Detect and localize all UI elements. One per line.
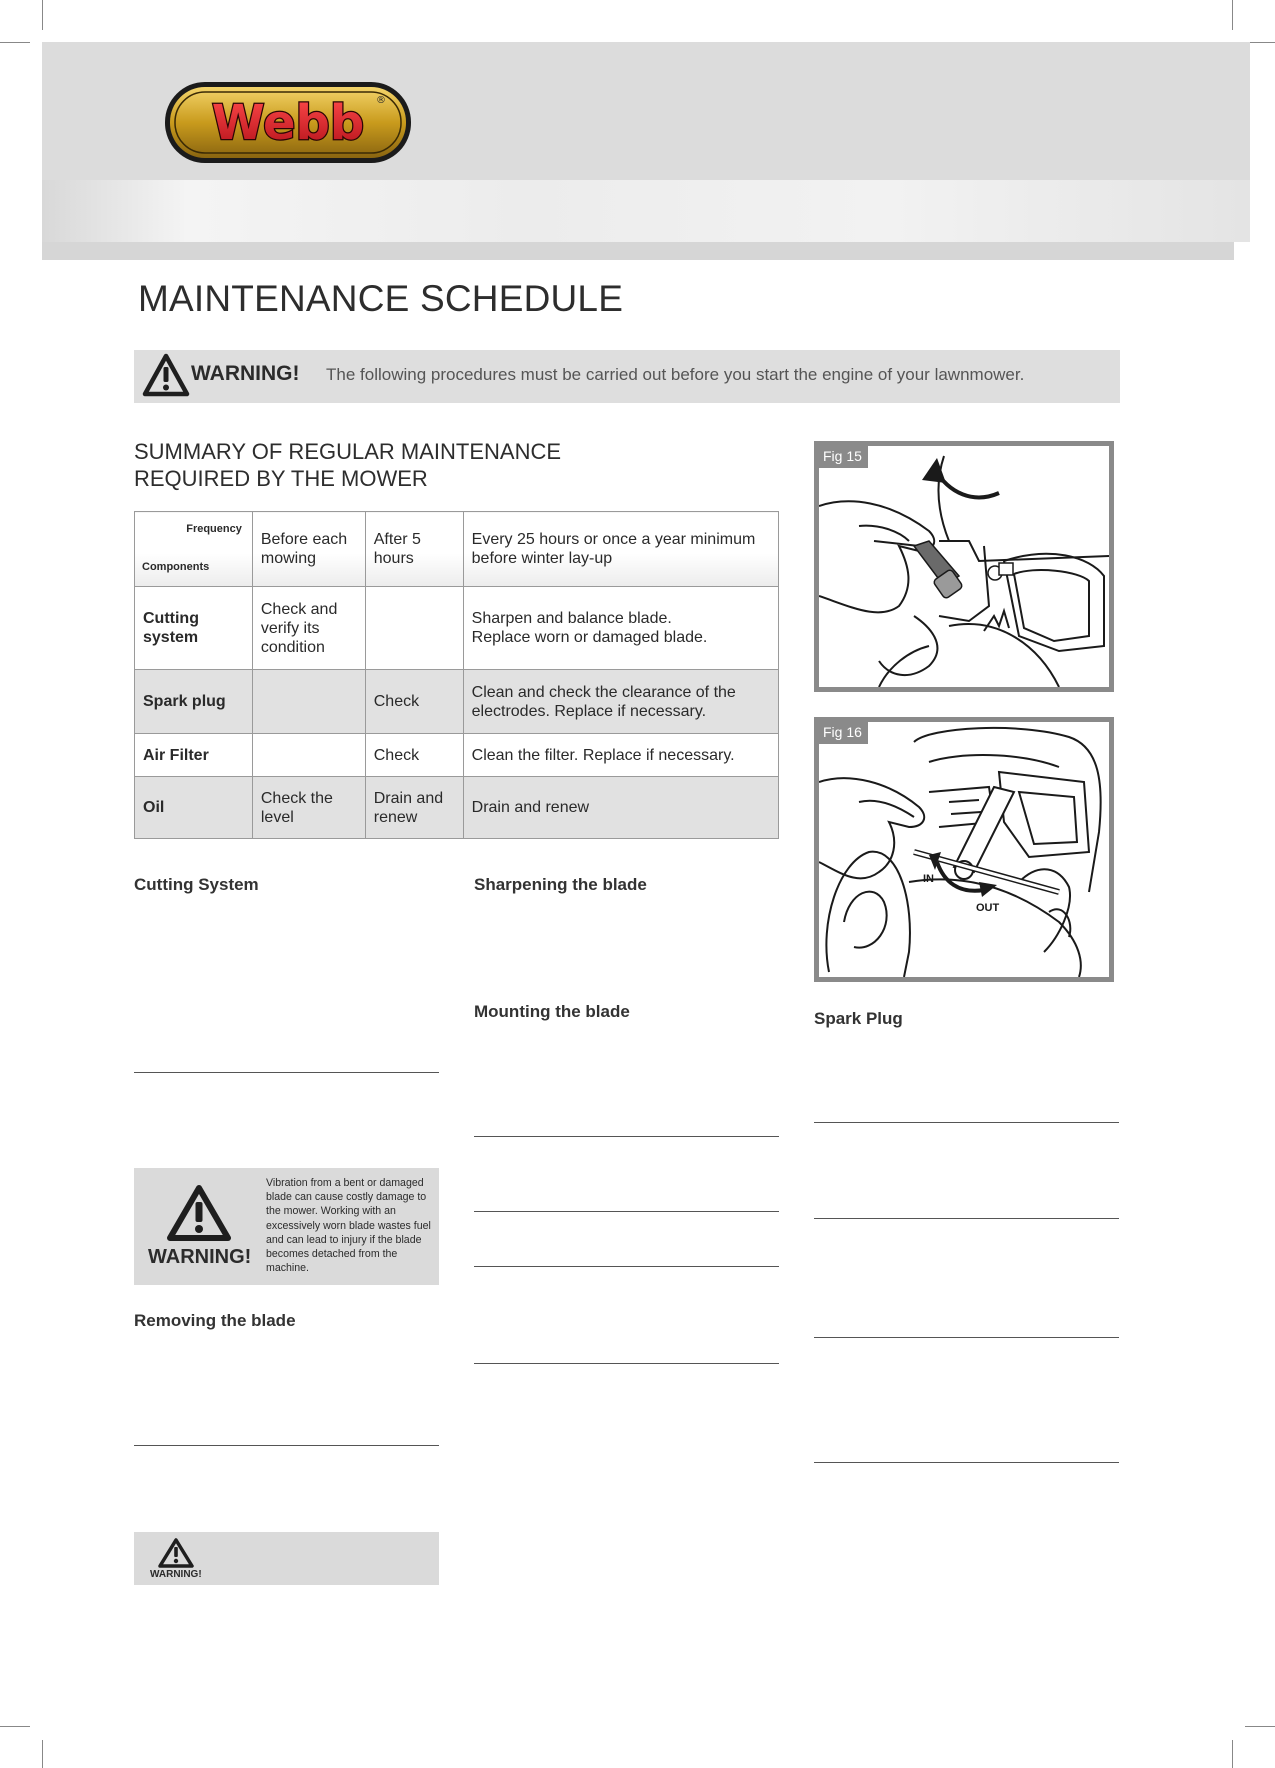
- warning-label: WARNING!: [191, 362, 300, 385]
- divider: [134, 1445, 439, 1446]
- figure-label: Fig 16: [819, 722, 868, 744]
- table-row: [135, 587, 779, 670]
- figure-15: [814, 441, 1114, 692]
- crop-mark: [1232, 0, 1233, 30]
- warning-label: WARNING!: [150, 1569, 202, 1580]
- blade-warning-box: [134, 1168, 439, 1285]
- table-component-cell: Cutting system: [135, 587, 253, 670]
- table-header-cell: After 5 hours: [365, 512, 463, 587]
- divider: [474, 1136, 779, 1137]
- table-header-cell: Every 25 hours or once a year minimum before winter lay-up: [463, 512, 778, 587]
- in-label: IN: [923, 873, 934, 885]
- summary-title-line: SUMMARY OF REGULAR MAINTENANCE: [134, 439, 562, 464]
- top-warning-bar: [134, 350, 1120, 403]
- out-label: OUT: [976, 902, 1000, 914]
- divider: [814, 1462, 1119, 1463]
- crop-mark: [0, 42, 30, 43]
- table-component-cell: Air Filter: [135, 734, 253, 777]
- divider: [474, 1211, 779, 1212]
- divider: [474, 1363, 779, 1364]
- warning-triangle-icon: [166, 1184, 232, 1247]
- maintenance-table: [134, 511, 779, 839]
- warning-text: The following procedures must be carried out before you start the engine of your lawnmower.: [326, 365, 1025, 384]
- corner-frequency-label: Frequency: [186, 523, 242, 535]
- warning-triangle-icon: [142, 353, 190, 402]
- warning-text: Vibration from a bent or damaged blade can cause costly damage to the mower. Working with an excessively worn blade wastes fuel and can lead to injury if the blade becomes detached from the machine.: [266, 1177, 431, 1275]
- divider: [814, 1337, 1119, 1338]
- spark-plug-gap-illustration: [819, 722, 1109, 977]
- table-cell: Check: [365, 670, 463, 734]
- webb-logo: [164, 81, 412, 164]
- logo-text: Webb: [211, 95, 365, 151]
- header-strip: [42, 242, 1234, 260]
- spark-plug-heading: Spark Plug: [814, 1009, 903, 1028]
- cutting-system-heading: Cutting System: [134, 875, 259, 894]
- table-cell: [252, 734, 365, 777]
- header-gradient-band: [42, 180, 1250, 242]
- crop-mark: [0, 1726, 30, 1727]
- figure-16: [814, 717, 1114, 982]
- page-title: MAINTENANCE SCHEDULE: [138, 278, 624, 319]
- crop-mark: [42, 1740, 43, 1768]
- table-cell: Check and verify its condition: [252, 587, 365, 670]
- table-corner-cell: [135, 512, 253, 587]
- figure-label: Fig 15: [819, 446, 868, 468]
- summary-title-line: REQUIRED BY THE MOWER: [134, 466, 428, 491]
- sharpening-heading: Sharpening the blade: [474, 875, 647, 894]
- table-row: [135, 734, 779, 777]
- table-cell: Sharpen and balance blade. Replace worn or damaged blade.: [463, 587, 778, 670]
- table-cell: Check: [365, 734, 463, 777]
- bottom-warning-box: [134, 1532, 439, 1585]
- table-cell: [252, 670, 365, 734]
- table-cell: Clean and check the clearance of the electrodes. Replace if necessary.: [463, 670, 778, 734]
- table-cell: Drain and renew: [365, 777, 463, 839]
- crop-mark: [1232, 1740, 1233, 1768]
- table-cell: Clean the filter. Replace if necessary.: [463, 734, 778, 777]
- crop-mark: [42, 0, 43, 30]
- corner-components-label: Components: [142, 561, 210, 573]
- spark-plug-removal-illustration: [819, 446, 1109, 687]
- table-component-cell: Oil: [135, 777, 253, 839]
- table-cell: [365, 587, 463, 670]
- table-cell: Check the level: [252, 777, 365, 839]
- table-cell: Drain and renew: [463, 777, 778, 839]
- divider: [814, 1122, 1119, 1123]
- divider: [814, 1218, 1119, 1219]
- crop-mark: [1245, 1726, 1275, 1727]
- table-header-cell: Before each mowing: [252, 512, 365, 587]
- warning-label: WARNING!: [148, 1246, 252, 1268]
- table-row: [135, 670, 779, 734]
- svg-text:®: ®: [376, 95, 386, 106]
- table-component-cell: Spark plug: [135, 670, 253, 734]
- divider: [134, 1072, 439, 1073]
- table-row: [135, 777, 779, 839]
- mounting-heading: Mounting the blade: [474, 1002, 630, 1021]
- table-header-row: [135, 512, 779, 587]
- divider: [474, 1266, 779, 1267]
- summary-title: [134, 438, 561, 492]
- removing-blade-heading: Removing the blade: [134, 1311, 296, 1330]
